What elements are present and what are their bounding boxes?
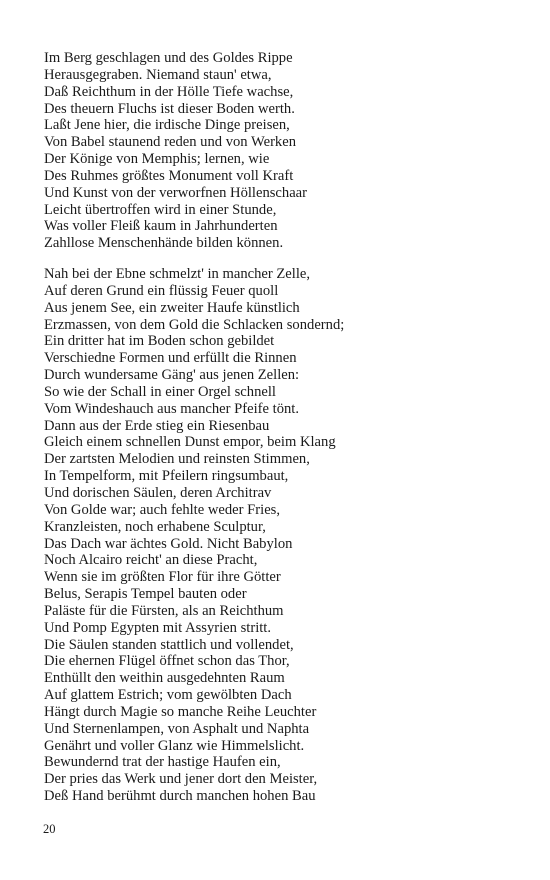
verse-line: Von Golde war; auch fehlte weder Fries, (44, 501, 280, 518)
verse-line: Zahllose Menschenhände bilden können. (44, 235, 284, 252)
verse-line: Auf deren Grund ein flüssig Feuer quoll (44, 282, 279, 299)
verse-line: Dann aus der Erde stieg ein Riesenbau (44, 417, 270, 434)
verse-line: Leicht übertroffen wird in einer Stunde, (44, 201, 277, 218)
verse-line: Durch wundersame Gäng' aus jenen Zellen: (44, 367, 300, 384)
verse-line: Die ehernen Flügel öffnet schon das Thor, (44, 653, 290, 670)
verse-line: Laßt Jene hier, die irdische Dinge preisen, (44, 117, 290, 134)
verse-line: Ein dritter hat im Boden schon gebildet (44, 333, 275, 350)
page-number: 20 (43, 822, 56, 836)
verse-line: Vom Windeshauch aus mancher Pfeife tönt. (44, 400, 300, 417)
verse-line: In Tempelform, mit Pfeilern ringsumbaut, (44, 468, 289, 485)
verse-line: Der pries das Werk und jener dort den Meister, (44, 771, 318, 788)
verse-line: Herausgegraben. Niemand staun' etwa, (44, 66, 272, 83)
verse-line: Paläste für die Fürsten, als an Reichthum (44, 602, 284, 619)
verse-line: Belus, Serapis Tempel bauten oder (44, 586, 247, 603)
verse-line: Der zartsten Melodien und reinsten Stimmen, (44, 451, 310, 468)
verse-line: Enthüllt den weithin ausgedehnten Raum (44, 670, 285, 687)
verse-line: Die Säulen standen stattlich und vollendet, (44, 636, 294, 653)
verse-line: Gleich einem schnellen Dunst empor, beim Klang (44, 434, 336, 451)
verse-line: Der Könige von Memphis; lernen, wie (44, 151, 270, 168)
verse-line: Nah bei der Ebne schmelzt' in mancher Zelle, (44, 266, 311, 282)
verse-line: Verschiedne Formen und erfüllt die Rinnen (44, 350, 297, 367)
stanza-1 (44, 50, 307, 252)
verse-line: Von Babel staunend reden und von Werken (44, 134, 296, 151)
verse-line: Und dorischen Säulen, deren Architrav (44, 484, 272, 501)
verse-line: Im Berg geschlagen und des Goldes Rippe (44, 50, 293, 66)
verse-line: Des Ruhmes größtes Monument voll Kraft (44, 167, 294, 184)
verse-line: Auf glattem Estrich; vom gewölbten Dach (44, 687, 292, 704)
verse-line: So wie der Schall in einer Orgel schnell (44, 383, 276, 400)
verse-line: Kranzleisten, noch erhabene Sculptur, (44, 518, 266, 535)
verse-line: Und Sternenlampen, von Asphalt und Naphta (44, 720, 310, 737)
verse-line: Aus jenem See, ein zweiter Haufe künstlich (44, 299, 300, 316)
verse-line: Daß Reichthum in der Hölle Tiefe wachse, (44, 83, 294, 100)
verse-line: Was voller Fleiß kaum in Jahrhunderten (44, 218, 278, 235)
verse-line: Bewundernd trat der hastige Haufen ein, (44, 754, 281, 771)
verse-line: Des theuern Fluchs ist dieser Boden werth. (44, 100, 295, 117)
verse-line: Wenn sie im größten Flor für ihre Götter (44, 569, 281, 586)
stanza-2 (44, 266, 344, 805)
verse-line: Und Pomp Egypten mit Assyrien stritt. (44, 619, 272, 636)
verse-line: Das Dach war ächtes Gold. Nicht Babylon (44, 535, 293, 552)
verse-line: Deß Hand berühmt durch manchen hohen Bau (44, 788, 316, 805)
verse-line: Erzmassen, von dem Gold die Schlacken sondernd; (44, 316, 345, 333)
verse-line: Hängt durch Magie so manche Reihe Leuchter (44, 703, 317, 720)
verse-line: Noch Alcairo reicht' an diese Pracht, (44, 552, 258, 569)
verse-line: Genährt und voller Glanz wie Himmelslicht. (44, 737, 305, 754)
verse-line: Und Kunst von der verworfnen Höllenschaar (44, 184, 308, 201)
